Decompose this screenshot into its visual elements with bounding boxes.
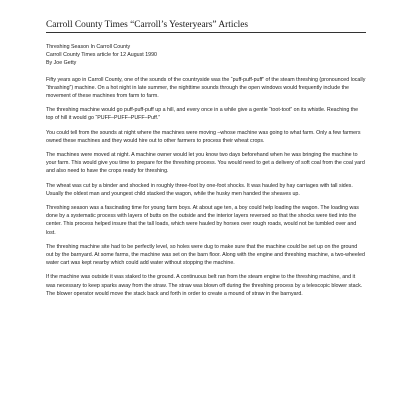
paragraph-5: The wheat was cut by a binder and shocked in roughly three-foot by one-foot shocks. It was hauled by hay carriages with tall sides. Usually the oldest man and youngest child stacked the wagon, while the husky men handed the sheaves up.: [46, 182, 353, 197]
title-rule: [46, 32, 366, 33]
article-headline: Threshing Season In Carroll County: [46, 44, 131, 50]
article-page: [46, 20, 366, 304]
paragraph-8: If the machine was outside it was staked to the ground. A continuous belt ran from the steam engine to the threshing machine, and it was necessary to keep sparks away from the straw. The straw was blown off during the threshing process by a telescopic blower stack. The blower operator would move the stack back and forth in order to create a mound of straw in the barnyard.: [46, 274, 363, 297]
article-author: By Joe Getty: [46, 60, 77, 67]
article-byline: [46, 43, 366, 68]
paragraph-7: The threshing machine site had to be perfectly level, so holes were dug to make sure that the machine could be set up on the ground out by the barnyard. At some farms, the machine was set on the barn floor. Along with the engine and threshing machine, a two-wheeled water cart was kept nearby which could add water without stopping the machine.: [46, 243, 365, 267]
document-title: Carroll County Times “Carroll’s Yesteryears” Articles: [46, 20, 249, 30]
paragraph-1: Fifty years ago in Carroll County, one of the sounds of the countryside was the “puff-puff-puff” of the steam threshing (pronounced locally “thrashing”) machine. On a hot night in late summer, the nighttime sounds through the open windows would frequently include the movement of these machines from farm to farm.: [46, 76, 366, 100]
paragraph-3: You could tell from the sounds at night where the machines were moving –whose machine was going to what farm. Only a few farmers owned these machines and they would hire out to other farmers to process their wheat crops.: [46, 129, 361, 144]
article-source-date: Carroll County Times article for 12 August 1990: [46, 52, 157, 59]
paragraph-4: The machines were moved at night. A machine owner would let you know two days beforehand when he was bringing the machine to your farm. This would give you time to prepare for the threshing process. You would need to get a delivery of soft coal from the coal yard and also need to have the crops ready for threshing.: [46, 152, 365, 175]
paragraph-2: The threshing machine would go puff-puff-puff up a hill, and every once in a while give a gentle “toot-toot” on its whistle. Reaching the top of hill it would go “PUFF–PUFF–PUFF–Puff.”: [46, 107, 359, 122]
paragraph-6: Threshing season was a fascinating time for young farm boys. At about age ten, a boy could help loading the wagon. The loading was done by a systematic process with layers of butts on the outside and the interior layers reversed so that the shocks were tied into the center. This process helped insure that the tall loads, which were hauled by horses over rough roads, would not be tumbled over and lost.: [46, 205, 359, 236]
